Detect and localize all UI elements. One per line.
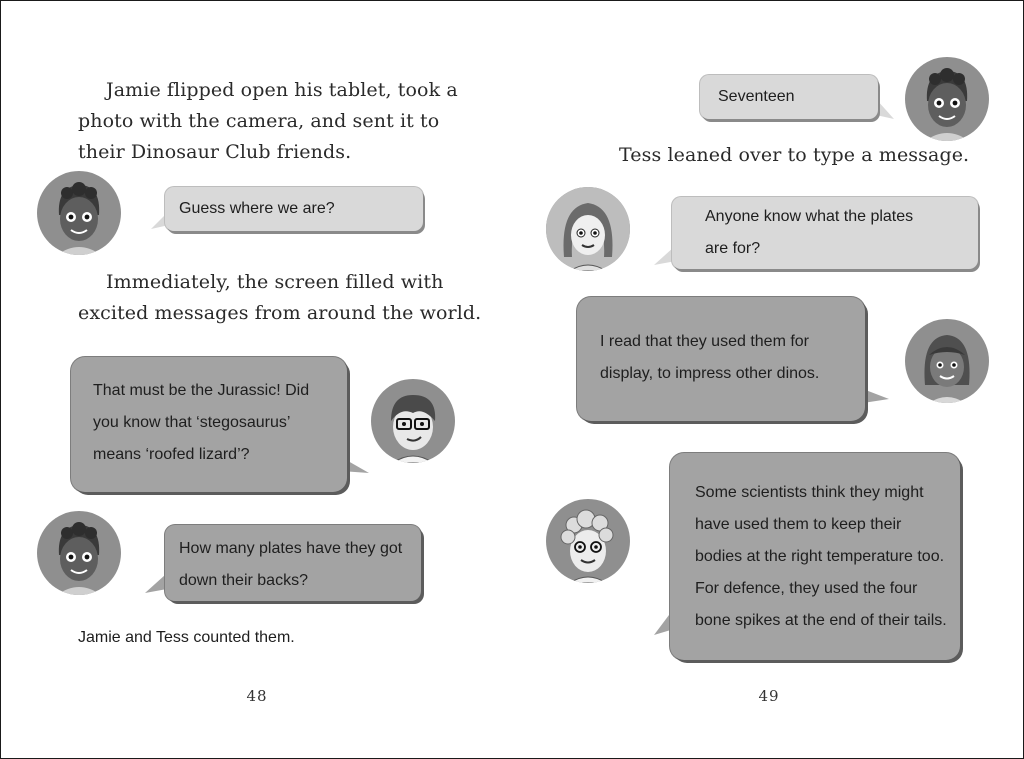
bubble-tail: [863, 389, 893, 413]
message-text: For defence, they used the four: [695, 580, 918, 597]
tess-avatar-icon: [546, 187, 630, 271]
message-text: Anyone know what the plates: [705, 208, 914, 225]
message-text: How many plates have they got: [179, 540, 403, 557]
message-text: bone spikes at the end of their tails.: [695, 612, 947, 629]
message-text: I read that they used them for: [600, 333, 810, 350]
text-line: their Dinosaur Club friends.: [78, 141, 352, 163]
page-number: 48: [246, 687, 268, 705]
message-text: you know that ‘stegosaurus’: [93, 414, 291, 431]
message-text: down their backs?: [179, 572, 308, 589]
curly-hair-friend-avatar-icon: [546, 499, 630, 583]
message-text: Seventeen: [718, 88, 795, 105]
message-text: are for?: [705, 240, 761, 257]
left-paragraph-1: [78, 75, 458, 168]
text-line: photo with the camera, and sent it to: [78, 110, 440, 132]
text-line: excited messages from around the world.: [78, 302, 482, 324]
message-text: display, to impress other dinos.: [600, 365, 820, 382]
closing-line: Jamie and Tess counted them.: [78, 629, 295, 646]
message-text: means ‘roofed lizard’?: [93, 446, 250, 463]
message-text: Some scientists think they might: [695, 484, 924, 501]
left-paragraph-2: [78, 267, 481, 329]
girl-friend-avatar-icon: [905, 319, 989, 403]
jamie-avatar-icon: [905, 57, 989, 141]
left-page: [1, 1, 512, 758]
jamie-avatar-icon: [37, 511, 121, 595]
message-text: That must be the Jurassic! Did: [93, 382, 310, 399]
text-line: Tess leaned over to type a message.: [619, 144, 970, 166]
bubble-tail: [876, 99, 896, 119]
glasses-friend-avatar-icon: [371, 379, 455, 463]
right-page: [512, 1, 1023, 758]
right-paragraph-1: [619, 140, 969, 171]
page-number: 49: [758, 687, 780, 705]
jamie-avatar-icon: [37, 171, 121, 255]
message-text: Guess where we are?: [179, 200, 335, 217]
message-text: have used them to keep their: [695, 516, 902, 533]
message-text: bodies at the right temperature too.: [695, 548, 945, 565]
text-line: Immediately, the screen filled with: [106, 271, 444, 293]
text-line: Jamie flipped open his tablet, took a: [106, 79, 458, 101]
